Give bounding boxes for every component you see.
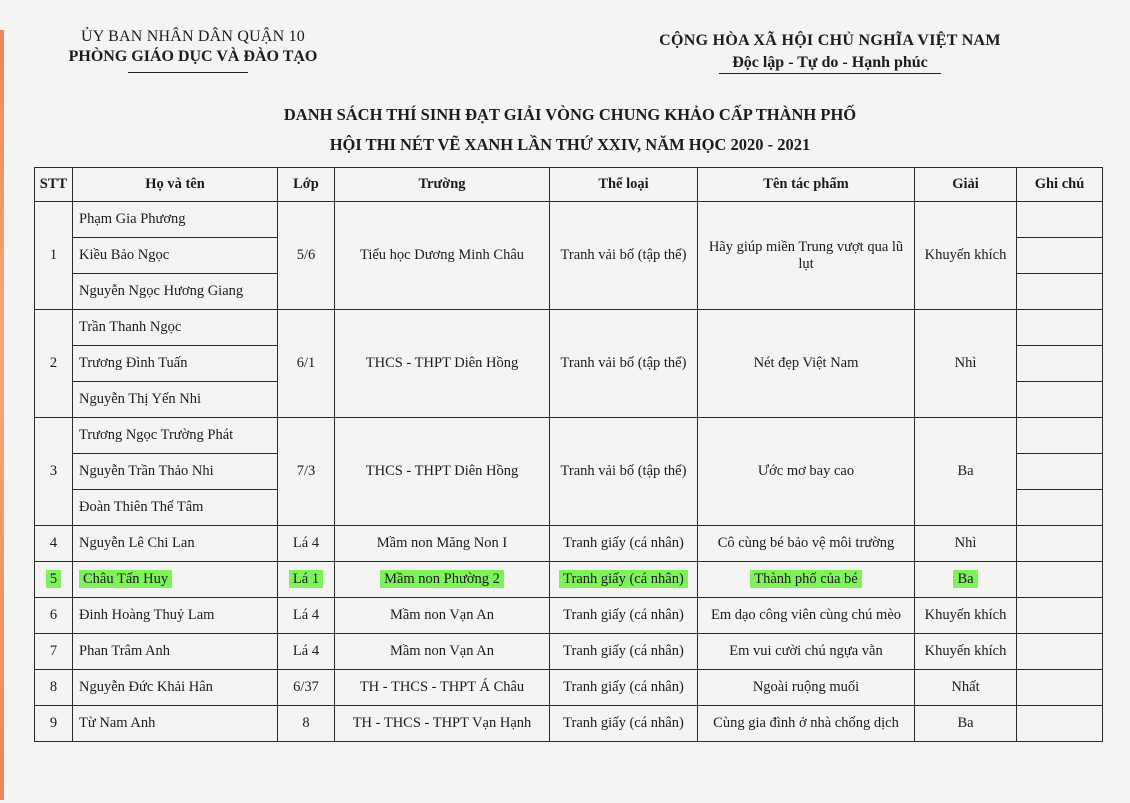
table-row — [35, 310, 1103, 346]
cell-artwork: Ngoài ruộng muối — [698, 670, 915, 706]
highlighted-text: Châu Tấn Huy — [79, 570, 172, 588]
cell-school: Mầm non Vạn An — [335, 634, 550, 670]
col-header-category: Thể loại — [550, 168, 698, 202]
cell-school: TH - THCS - THPT Á Châu — [335, 670, 550, 706]
cell-name: Nguyễn Ngọc Hương Giang — [73, 274, 278, 310]
cell-category: Tranh giấy (cá nhân) — [550, 670, 698, 706]
header-left — [58, 28, 328, 66]
winners-table — [34, 167, 1103, 742]
winners-table-wrap — [34, 167, 1102, 742]
cell-school: Mầm non Vạn An — [335, 598, 550, 634]
cell-category: Tranh vải bố (tập thể) — [550, 310, 698, 418]
cell-category: Tranh vải bố (tập thể) — [550, 418, 698, 526]
cell-note — [1017, 706, 1103, 742]
cell-award: Ba — [915, 418, 1017, 526]
cell-school: THCS - THPT Diên Hồng — [335, 310, 550, 418]
highlighted-text: Mầm non Phường 2 — [380, 570, 504, 588]
national-motto: Độc lập - Tự do - Hạnh phúc — [732, 54, 928, 71]
cell-note — [1017, 670, 1103, 706]
page-edge-mark — [0, 30, 4, 800]
cell-note — [1017, 598, 1103, 634]
cell-class: 6/37 — [278, 670, 335, 706]
cell-award: Nhất — [915, 670, 1017, 706]
cell-class: Lá 4 — [278, 634, 335, 670]
district-committee: ỦY BAN NHÂN DÂN QUẬN 10 — [81, 28, 305, 45]
cell-name: Trần Thanh Ngọc — [73, 310, 278, 346]
cell-note — [1017, 526, 1103, 562]
col-header-class: Lớp — [278, 168, 335, 202]
cell-category: Tranh giấy (cá nhân) — [550, 598, 698, 634]
table-row — [35, 598, 1103, 634]
cell-stt: 3 — [35, 418, 73, 526]
table-row — [35, 706, 1103, 742]
cell-class: 8 — [278, 706, 335, 742]
cell-artwork: Em dạo công viên cùng chú mèo — [698, 598, 915, 634]
cell-name: Phạm Gia Phương — [73, 202, 278, 238]
cell-stt: 8 — [35, 670, 73, 706]
highlighted-text: 5 — [46, 570, 61, 588]
col-header-stt: STT — [35, 168, 73, 202]
highlighted-text: Tranh giấy (cá nhân) — [559, 570, 688, 588]
cell-note — [1017, 634, 1103, 670]
cell-artwork — [698, 562, 915, 598]
cell-class: Lá 4 — [278, 526, 335, 562]
cell-stt: 9 — [35, 706, 73, 742]
cell-school: TH - THCS - THPT Vạn Hạnh — [335, 706, 550, 742]
cell-category — [550, 562, 698, 598]
table-header-row — [35, 168, 1103, 202]
highlighted-text: Lá 1 — [289, 570, 323, 588]
cell-name: Từ Nam Anh — [73, 706, 278, 742]
cell-award: Khuyến khích — [915, 634, 1017, 670]
cell-name: Kiều Bảo Ngọc — [73, 238, 278, 274]
cell-name: Nguyễn Đức Khải Hân — [73, 670, 278, 706]
cell-school: Mầm non Măng Non I — [335, 526, 550, 562]
cell-stt: 6 — [35, 598, 73, 634]
cell-stt — [35, 562, 73, 598]
table-row — [35, 202, 1103, 238]
cell-category: Tranh giấy (cá nhân) — [550, 526, 698, 562]
title-line-1: DANH SÁCH THÍ SINH ĐẠT GIẢI VÒNG CHUNG KHẢO CẤP THÀNH PHỐ — [283, 105, 857, 124]
education-department: PHÒNG GIÁO DỤC VÀ ĐÀO TẠO — [68, 48, 318, 65]
cell-name: Nguyễn Lê Chi Lan — [73, 526, 278, 562]
cell-award — [915, 562, 1017, 598]
cell-note — [1017, 562, 1103, 598]
national-title: CỘNG HÒA XÃ HỘI CHỦ NGHĨA VIỆT NAM — [659, 32, 1001, 49]
cell-note — [1017, 310, 1103, 418]
cell-school: Tiểu học Dương Minh Châu — [335, 202, 550, 310]
cell-name: Nguyễn Thị Yến Nhi — [73, 382, 278, 418]
table-row — [35, 634, 1103, 670]
cell-artwork: Cùng gia đình ở nhà chống dịch — [698, 706, 915, 742]
cell-stt: 1 — [35, 202, 73, 310]
col-header-school: Trường — [335, 168, 550, 202]
cell-school — [335, 562, 550, 598]
cell-name: Trương Ngọc Trường Phát — [73, 418, 278, 454]
highlighted-text: Ba — [953, 570, 977, 588]
header-left-underline — [128, 72, 248, 73]
cell-name — [73, 562, 278, 598]
col-header-artwork: Tên tác phẩm — [698, 168, 915, 202]
document-title — [190, 100, 950, 160]
cell-artwork: Cô cùng bé bảo vệ môi trường — [698, 526, 915, 562]
header-right — [640, 32, 1020, 74]
cell-school: THCS - THPT Diên Hồng — [335, 418, 550, 526]
cell-stt: 4 — [35, 526, 73, 562]
cell-stt: 2 — [35, 310, 73, 418]
table-row — [35, 418, 1103, 454]
cell-artwork: Nét đẹp Việt Nam — [698, 310, 915, 418]
cell-category: Tranh vải bố (tập thể) — [550, 202, 698, 310]
cell-artwork: Em vui cười chú ngựa vằn — [698, 634, 915, 670]
highlighted-text: Thành phố của bé — [750, 570, 861, 588]
cell-note — [1017, 418, 1103, 526]
col-header-note: Ghi chú — [1017, 168, 1103, 202]
cell-class: Lá 4 — [278, 598, 335, 634]
cell-category: Tranh giấy (cá nhân) — [550, 706, 698, 742]
cell-name: Phan Trâm Anh — [73, 634, 278, 670]
cell-stt: 7 — [35, 634, 73, 670]
table-row — [35, 526, 1103, 562]
title-line-2: HỘI THI NÉT VẼ XANH LẦN THỨ XXIV, NĂM HỌC 2020 - 2021 — [329, 135, 811, 154]
cell-award: Nhì — [915, 310, 1017, 418]
cell-award: Ba — [915, 706, 1017, 742]
cell-artwork: Hãy giúp miền Trung vượt qua lũ lụt — [698, 202, 915, 310]
table-row-highlighted — [35, 562, 1103, 598]
cell-class: 5/6 — [278, 202, 335, 310]
table-row — [35, 670, 1103, 706]
cell-class: 6/1 — [278, 310, 335, 418]
motto-underline — [719, 73, 941, 74]
cell-class: 7/3 — [278, 418, 335, 526]
cell-note — [1017, 202, 1103, 310]
cell-award: Nhì — [915, 526, 1017, 562]
cell-name: Đoàn Thiên Thế Tâm — [73, 490, 278, 526]
col-header-award: Giải — [915, 168, 1017, 202]
cell-name: Đinh Hoàng Thuỷ Lam — [73, 598, 278, 634]
cell-name: Trương Đình Tuấn — [73, 346, 278, 382]
cell-name: Nguyễn Trần Thảo Nhi — [73, 454, 278, 490]
cell-category: Tranh giấy (cá nhân) — [550, 634, 698, 670]
col-header-name: Họ và tên — [73, 168, 278, 202]
cell-award: Khuyến khích — [915, 598, 1017, 634]
cell-artwork: Ước mơ bay cao — [698, 418, 915, 526]
cell-class — [278, 562, 335, 598]
cell-award: Khuyến khích — [915, 202, 1017, 310]
